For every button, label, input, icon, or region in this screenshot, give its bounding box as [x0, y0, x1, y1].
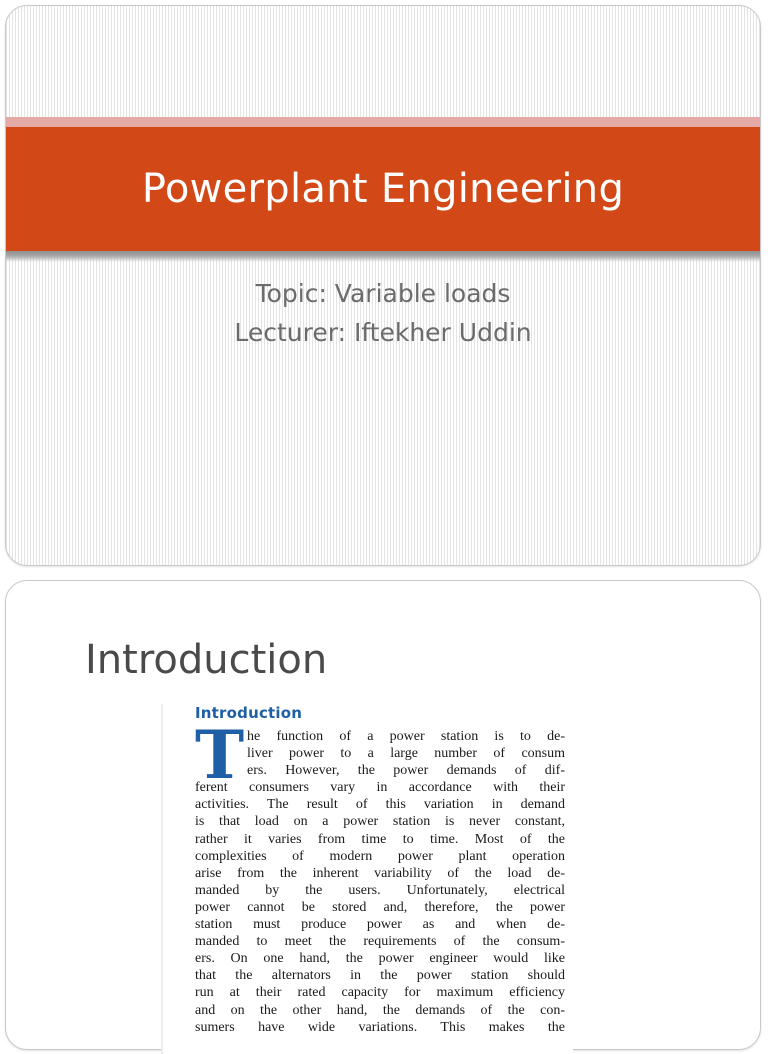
excerpt-line: ers. On one hand, the power engineer would like: [195, 951, 565, 967]
excerpt-line: ers. However, the power demands of dif-: [247, 763, 565, 779]
excerpt-line: ferent consumers vary in accordance with their: [195, 780, 565, 796]
drop-cap: T: [195, 716, 245, 794]
excerpt-line: activities. The result of this variation in demand: [195, 797, 565, 813]
introduction-slide[interactable]: [5, 580, 761, 1050]
excerpt-line: liver power to a large number of consum: [247, 746, 565, 762]
excerpt-line: sumers have wide variations. This makes the: [195, 1019, 565, 1035]
slide-subtitle: [6, 274, 760, 352]
excerpt-line: complexities of modern power plant operation: [195, 848, 565, 864]
excerpt-line: manded by the users. Unfortunately, electrical: [195, 882, 565, 898]
title-band-accent: [6, 117, 760, 127]
topic-line: Topic: Variable loads: [255, 279, 511, 308]
excerpt-line: manded to meet the requirements of the consum-: [195, 934, 565, 950]
excerpt-line: arise from the inherent variability of the load de-: [195, 865, 565, 881]
excerpt-line: that the alternators in the power station should: [195, 968, 565, 984]
excerpt-body: [195, 716, 565, 1036]
excerpt-line: and on the other hand, the demands of the con-: [195, 1002, 565, 1018]
slide-heading: Introduction: [85, 637, 328, 683]
lecturer-line: Lecturer: Iftekher Uddin: [234, 318, 532, 347]
excerpt-line: run at their rated capacity for maximum efficiency: [195, 985, 565, 1001]
title-band-shadow: [6, 251, 760, 262]
excerpt-heading: Introduction: [195, 704, 303, 722]
excerpt-line: he function of a power station is to de-: [247, 729, 565, 744]
excerpt-line: is that load on a power station is never constant,: [195, 814, 565, 830]
slide-title: Powerplant Engineering: [141, 166, 625, 212]
scanned-excerpt-image: [161, 704, 573, 1054]
excerpt-line: rather it varies from time to time. Most of the: [195, 831, 565, 847]
excerpt-line: station must produce power as and when de-: [195, 917, 565, 933]
excerpt-line: power cannot be stored and, therefore, the power: [195, 899, 565, 915]
title-slide[interactable]: [5, 5, 761, 566]
